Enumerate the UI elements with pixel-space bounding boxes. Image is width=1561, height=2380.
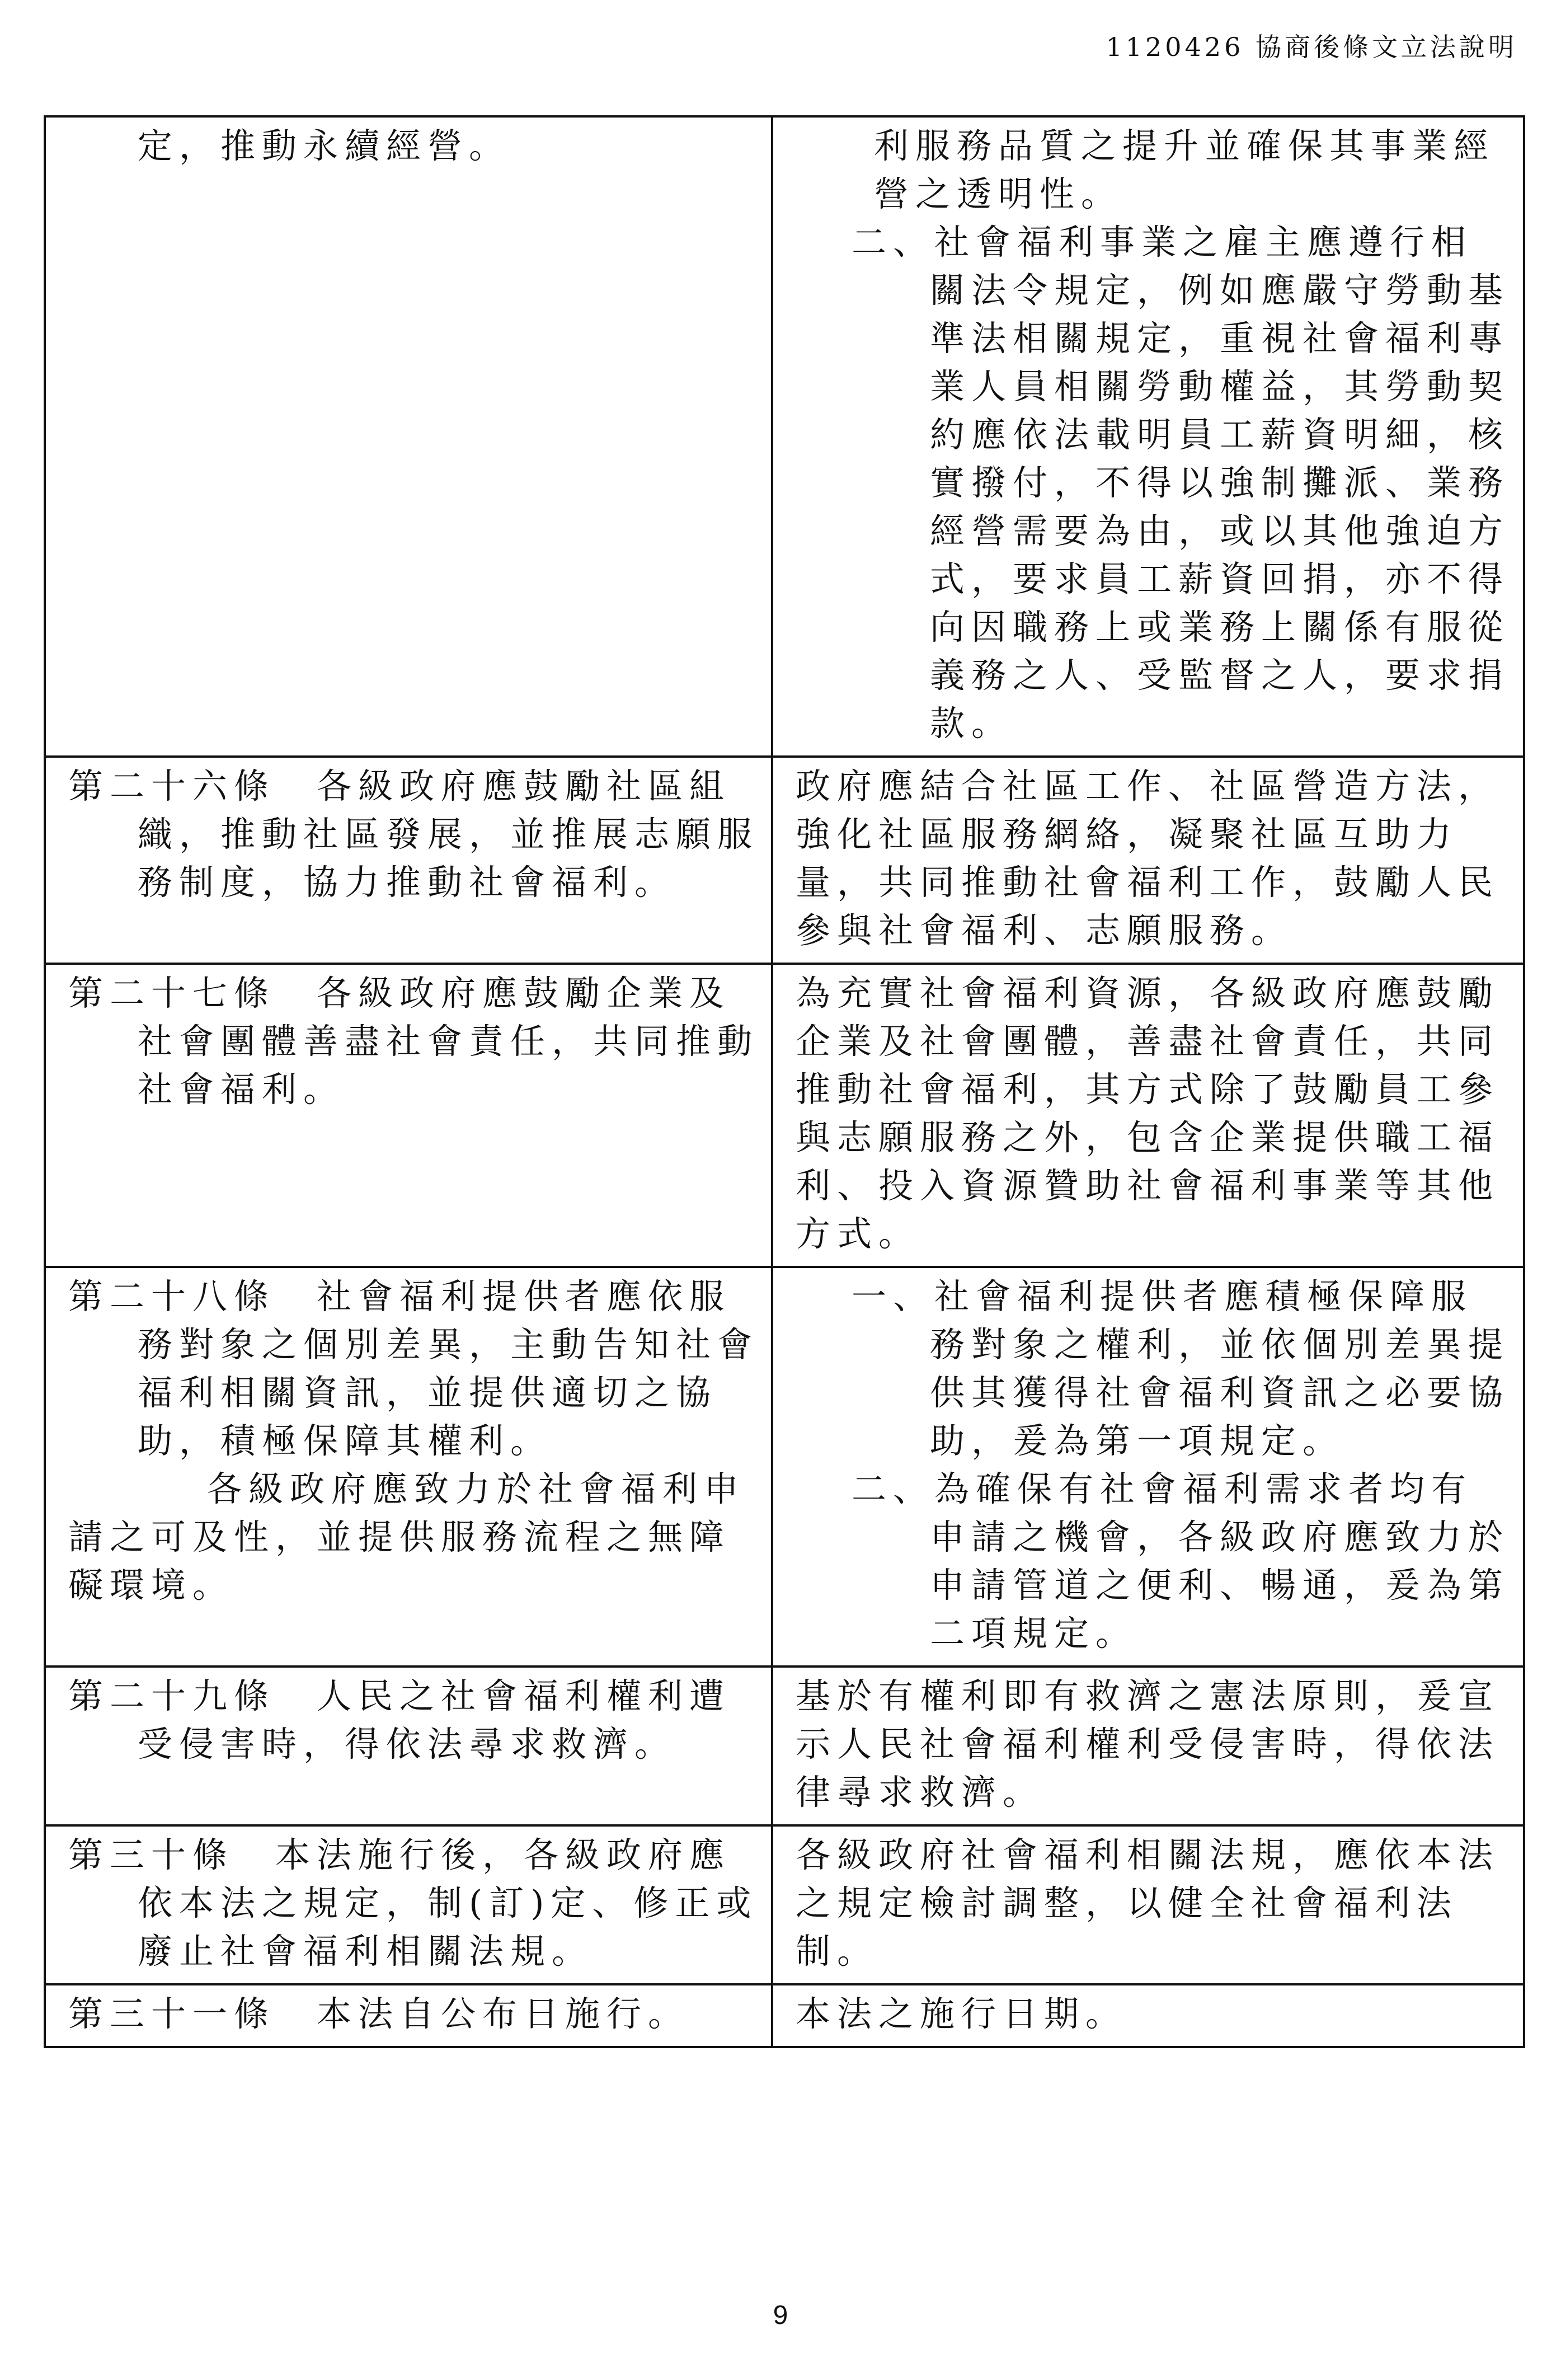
- article-paragraph: 各級政府應致力於社會福利申請之可及性，並提供服務流程之無障礙環境。: [68, 1468, 746, 1606]
- article-number: 第三十條: [68, 1834, 234, 1875]
- explanation-note: [796, 218, 1512, 748]
- article-cell: [45, 1267, 772, 1667]
- article-text: [68, 969, 760, 1114]
- explanation-text: 政府應結合社區工作、社區營造方法，強化社區服務網絡，凝聚社區互助力量，共同推動社會福利工作，鼓勵人民參與社會福利、志願服務。: [796, 766, 1500, 951]
- table-row: [45, 1667, 1524, 1825]
- explanation-cell: [772, 757, 1524, 964]
- article-number: 第二十八條: [68, 1276, 276, 1317]
- explanation-cell: [772, 1667, 1524, 1825]
- explanation-text: 本法之施行日期。: [796, 1993, 1127, 2034]
- table-row: [45, 757, 1524, 964]
- article-number: 第二十七條: [68, 973, 276, 1013]
- table-row: [45, 1825, 1524, 1984]
- explanation-text: 基於有權利即有救濟之憲法原則，爰宣示人民社會福利權利受侵害時，得依法律尋求救濟。: [796, 1675, 1500, 1813]
- article-text: [68, 1672, 760, 1768]
- explanation-text: 為充實社會福利資源，各級政府應鼓勵企業及社會團體，善盡社會責任，共同推動社會福利，其方式除了鼓勵員工參與志願服務之外，包含企業提供職工福利、投入資源贊助社會福利事業等其他方式。: [796, 973, 1500, 1254]
- table-row: [45, 1984, 1524, 2047]
- document-header: 1120426 協商後條文立法說明: [1106, 32, 1517, 62]
- explanation-cell: [772, 1984, 1524, 2047]
- article-number: 第二十九條: [68, 1675, 276, 1716]
- table-row: [45, 964, 1524, 1267]
- article-text: [68, 1990, 760, 2038]
- article-body: 各級政府應鼓勵企業及社會團體善盡社會責任，共同推動社會福利。: [138, 973, 759, 1110]
- article-cell: [45, 1825, 772, 1984]
- legislation-table: [44, 115, 1525, 2048]
- explanation-text: 各級政府社會福利相關法規，應依本法之規定檢討調整，以健全社會福利法制。: [796, 1834, 1500, 1971]
- article-cell: [45, 116, 772, 757]
- article-cell: [45, 757, 772, 964]
- article-number: 第二十六條: [68, 766, 276, 806]
- article-cell: [45, 1667, 772, 1825]
- article-cell: [45, 1984, 772, 2047]
- article-text: [68, 1273, 760, 1465]
- note-marker: 一、: [852, 1276, 935, 1317]
- explanation-cell: [772, 1267, 1524, 1667]
- article-body: 人民之社會福利權利遭受侵害時，得依法尋求救濟。: [138, 1675, 731, 1764]
- note-text: 社會福利提供者應積極保障服務對象之權利，並依個別差異提供其獲得社會福利資訊之必要協助，爰為第一項規定。: [930, 1276, 1510, 1461]
- article-body: 社會福利提供者應依服務對象之個別差異，主動告知社會福利相關資訊，並提供適切之協助，積極保障其權利。: [138, 1276, 759, 1461]
- article-text: [68, 762, 760, 907]
- explanation-cell: [772, 1825, 1524, 1984]
- note-marker: 二、: [852, 1468, 935, 1509]
- article-cell: [45, 964, 772, 1267]
- explanation-note: [796, 1465, 1512, 1658]
- note-text: 為確保有社會福利需求者均有申請之機會，各級政府應致力於申請管道之便利、暢通，爰為第二項規定。: [930, 1468, 1510, 1654]
- article-number: 第三十一條: [68, 1993, 276, 2034]
- explanation-cell: [772, 116, 1524, 757]
- explanation-cell: [772, 964, 1524, 1267]
- table-row: [45, 116, 1524, 757]
- article-body: 本法施行後，各級政府應依本法之規定，制(訂)定、修正或廢止社會福利相關法規。: [138, 1834, 758, 1971]
- note-marker: 二、: [852, 222, 935, 262]
- note-text: 社會福利事業之雇主應遵行相關法令規定，例如應嚴守勞動基準法相關規定，重視社會福利專業人員相關勞動權益，其勞動契約應依法載明員工薪資明細，核實撥付，不得以強制攤派、業務經營需要為由，或以其他強迫方式，要求員工薪資回捐，亦不得向因職務上或業務上關係有服從義務之人、受監督之人，要求捐款。: [930, 222, 1510, 744]
- explanation-note: [796, 1273, 1512, 1465]
- article-body: 各級政府應鼓勵社區組織，推動社區發展，並推展志願服務制度，協力推動社會福利。: [138, 766, 759, 903]
- page-number: 9: [773, 2301, 788, 2330]
- explanation-note: 利服務品質之提升並確保其事業經營之透明性。: [874, 125, 1496, 214]
- article-text: 定，推動永續經營。: [138, 125, 511, 166]
- table-row: [45, 1267, 1524, 1667]
- article-body: 本法自公布日施行。: [317, 1993, 690, 2034]
- article-text: [68, 1831, 760, 1975]
